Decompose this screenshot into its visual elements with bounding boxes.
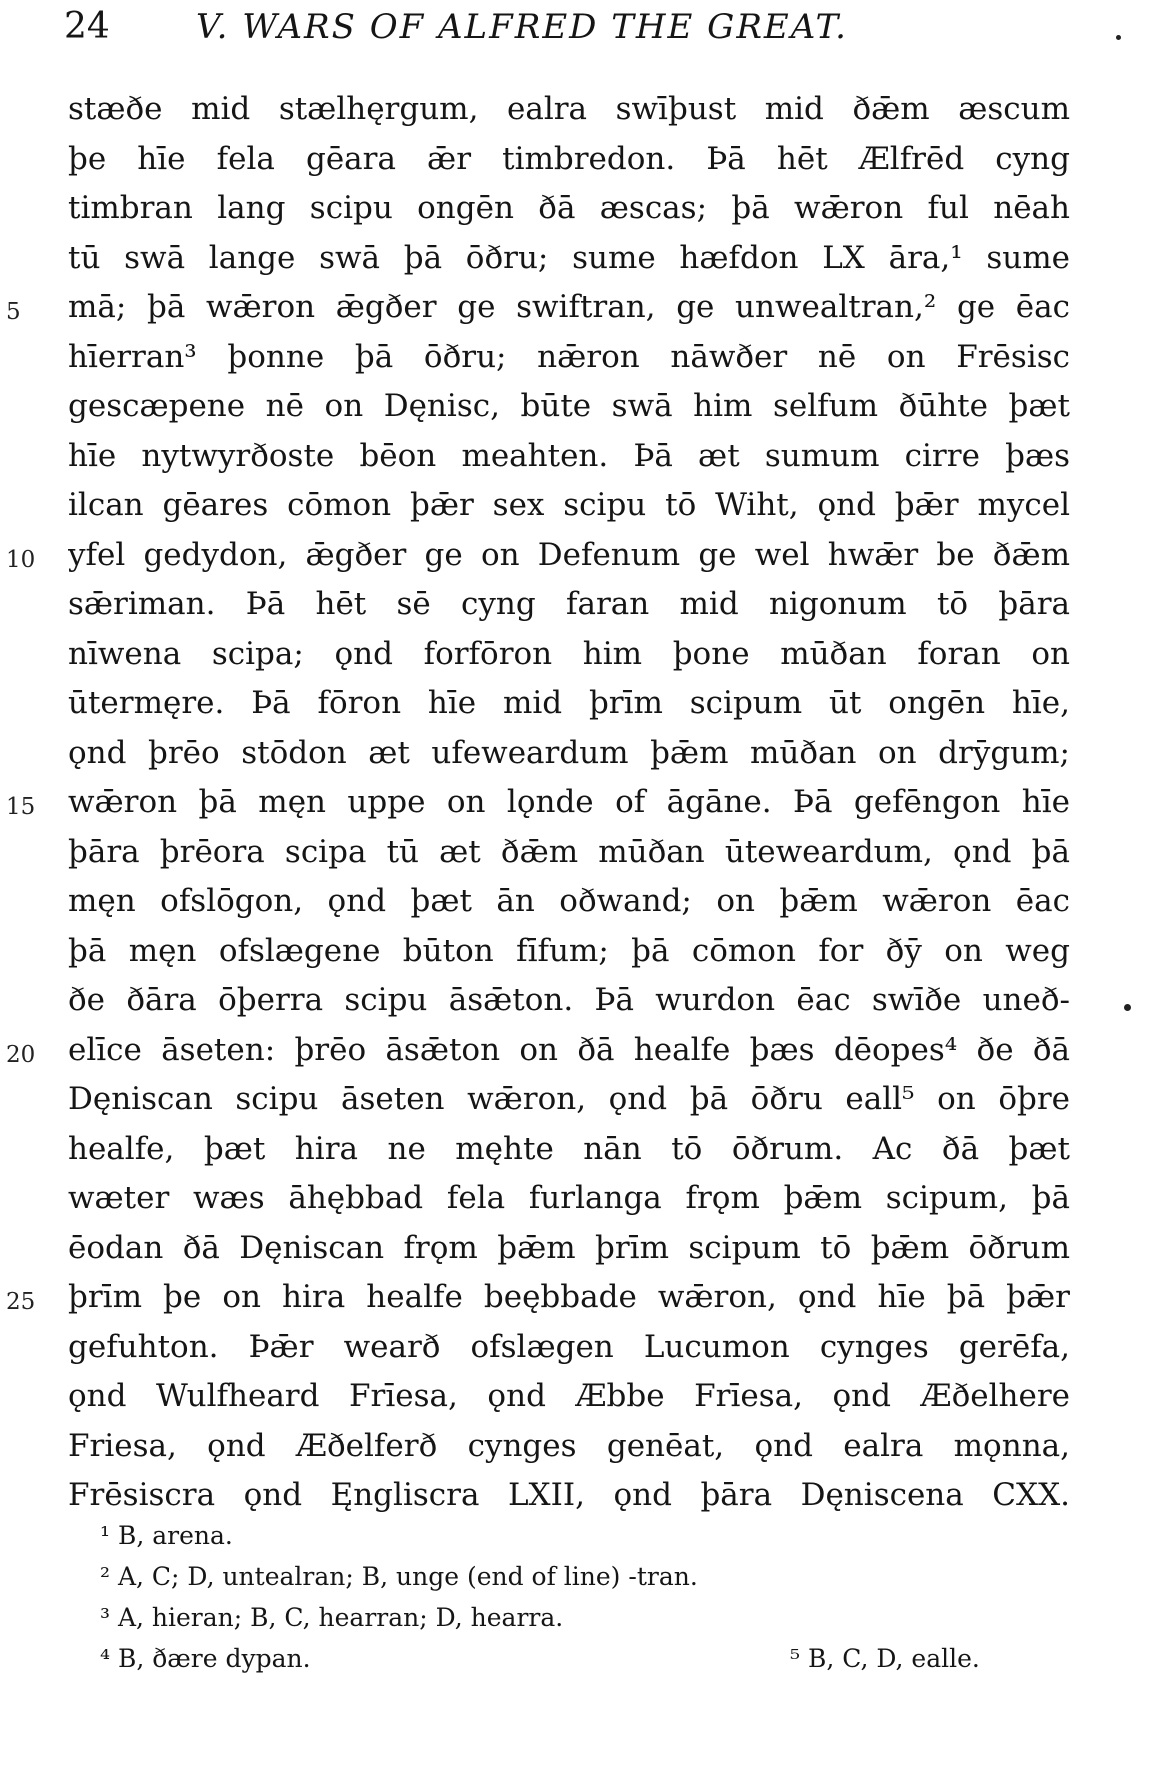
line-number: 15 — [6, 794, 36, 820]
line-text: wǣron þā męn uppe on lǫnde of āgāne. Þā gefēngon hīe — [68, 784, 1070, 820]
text-line — [0, 432, 1158, 482]
footnote-text: ¹ B, arena. — [100, 1521, 233, 1550]
line-number: 25 — [6, 1289, 36, 1315]
text-line — [0, 1471, 1158, 1521]
line-text: sǣriman. Þā hēt sē cyng faran mid nigonum tō þāra — [68, 586, 1070, 622]
main-text — [0, 85, 1158, 1521]
text-line — [0, 1422, 1158, 1472]
footnote-text: ² A, C; D, untealran; B, unge (end of line) -tran. — [100, 1562, 698, 1591]
text-line — [0, 382, 1158, 432]
text-line — [0, 283, 1158, 333]
footnote-text: ⁵ B, C, D, ealle. — [790, 1644, 980, 1673]
footnote — [100, 1515, 1060, 1556]
line-text: tū swā lange swā þā ōðru; sume hæfdon LX āra,¹ sume — [68, 239, 1070, 276]
text-line — [0, 927, 1158, 977]
line-text: hīerran³ þonne þā ōðru; nǣron nāwðer nē on Frēsisc — [68, 338, 1070, 375]
line-number: 20 — [6, 1041, 36, 1068]
line-text: þā męn ofslægene būton fīfum; þā cōmon for ðȳ on weg — [68, 932, 1070, 969]
text-line — [0, 1026, 1158, 1076]
line-text: ilcan gēares cōmon þǣr sex scipu tō Wiht, ǫnd þǣr mycel — [68, 487, 1070, 523]
text-line — [0, 234, 1158, 284]
line-text: Frēsiscra ǫnd Ęngliscra LXII, ǫnd þāra Dęniscena CXX. — [68, 1477, 1070, 1513]
text-line — [0, 1372, 1158, 1422]
text-line — [0, 976, 1158, 1026]
line-text: þe hīe fela gēara ǣr timbredon. Þā hēt Ælfrēd cyng — [68, 140, 1070, 177]
line-text: healfe, þæt hira ne męhte nān tō ōðrum. Ac ðā þæt — [68, 1130, 1070, 1167]
line-text: Friesa, ǫnd Æðelferð cynges genēat, ǫnd ealra mǫnna, — [68, 1427, 1070, 1464]
line-text: ēodan ðā Dęniscan frǫm þǣm þrīm scipum tō þǣm ōðrum — [68, 1229, 1070, 1266]
line-text: męn ofslōgon, ǫnd þæt ān oðwand; on þǣm wǣron ēac — [68, 883, 1070, 919]
text-line — [0, 1323, 1158, 1373]
running-title: V. WARS OF ALFRED THE GREAT. — [196, 7, 848, 47]
text-line — [0, 1075, 1158, 1125]
line-text: Dęniscan scipu āseten wǣron, ǫnd þā ōðru eall⁵ on ōþre — [68, 1081, 1070, 1117]
line-text: þāra þrēora scipa tū æt ðǣm mūðan ūteweardum, ǫnd þā — [68, 833, 1070, 870]
line-text: hīe nytwyrðoste bēon meahten. Þā æt sumum cirre þæs — [68, 437, 1070, 474]
line-number: 5 — [6, 299, 21, 325]
text-line — [0, 531, 1158, 581]
line-text: þrīm þe on hira healfe beębbade wǣron, ǫnd hīe þā þǣr — [68, 1279, 1070, 1315]
footnote — [100, 1597, 1060, 1638]
footnote — [100, 1638, 1060, 1679]
line-text: ðe ðāra ōþerra scipu āsǣton. Þā wurdon ēac swīðe uneð- — [68, 982, 1070, 1018]
text-line — [0, 630, 1158, 680]
footnotes — [100, 1515, 1060, 1679]
text-line — [0, 580, 1158, 630]
page-number: 24 — [64, 6, 110, 47]
line-text: stæðe mid stælhęrgum, ealra swīþust mid ðǣm æscum — [68, 91, 1070, 127]
line-text: ǫnd Wulfheard Frīesa, ǫnd Æbbe Frīesa, ǫnd Æðelhere — [68, 1378, 1070, 1414]
text-line — [0, 729, 1158, 779]
footnote — [100, 1556, 1060, 1597]
text-line — [0, 85, 1158, 135]
line-text: mā; þā wǣron ǣgðer ge swiftran, ge unwealtran,² ge ēac — [68, 289, 1070, 325]
line-text: ūtermęre. Þā fōron hīe mid þrīm scipum ūt ongēn hīe, — [68, 685, 1070, 721]
line-text: yfel gedydon, ǣgðer ge on Defenum ge wel hwǣr be ðǣm — [68, 536, 1070, 573]
footnote-text: ³ A, hieran; B, C, hearran; D, hearra. — [100, 1603, 564, 1632]
text-line — [0, 1273, 1158, 1323]
text-line — [0, 1125, 1158, 1175]
text-line — [0, 1174, 1158, 1224]
line-text: timbran lang scipu ongēn ðā æscas; þā wǣron ful nēah — [68, 190, 1070, 226]
text-line — [0, 828, 1158, 878]
line-number: 10 — [6, 546, 36, 573]
text-line — [0, 481, 1158, 531]
text-line — [0, 1224, 1158, 1274]
line-text: gescæpene nē on Dęnisc, būte swā him selfum ðūhte þæt — [68, 388, 1070, 424]
page-header — [64, 2, 1064, 52]
line-text: wæter wæs āhębbad fela furlanga frǫm þǣm scipum, þā — [68, 1180, 1070, 1216]
line-text: gefuhton. Þǣr wearð ofslægen Lucumon cynges gerēfa, — [68, 1328, 1070, 1365]
text-line — [0, 877, 1158, 927]
text-line — [0, 333, 1158, 383]
line-text: ǫnd þrēo stōdon æt ufeweardum þǣm mūðan on drȳgum; — [68, 734, 1070, 771]
text-line — [0, 184, 1158, 234]
line-text: nīwena scipa; ǫnd forfōron him þone mūðan foran on — [68, 635, 1070, 672]
text-line — [0, 135, 1158, 185]
text-line — [0, 679, 1158, 729]
print-speck — [1124, 1004, 1131, 1011]
footnote-text: ⁴ B, ðære dypan. — [100, 1644, 311, 1673]
print-speck — [1116, 35, 1121, 40]
text-line — [0, 778, 1158, 828]
line-text: elīce āseten: þrēo āsǣton on ðā healfe þæs dēopes⁴ ðe ðā — [68, 1031, 1070, 1068]
